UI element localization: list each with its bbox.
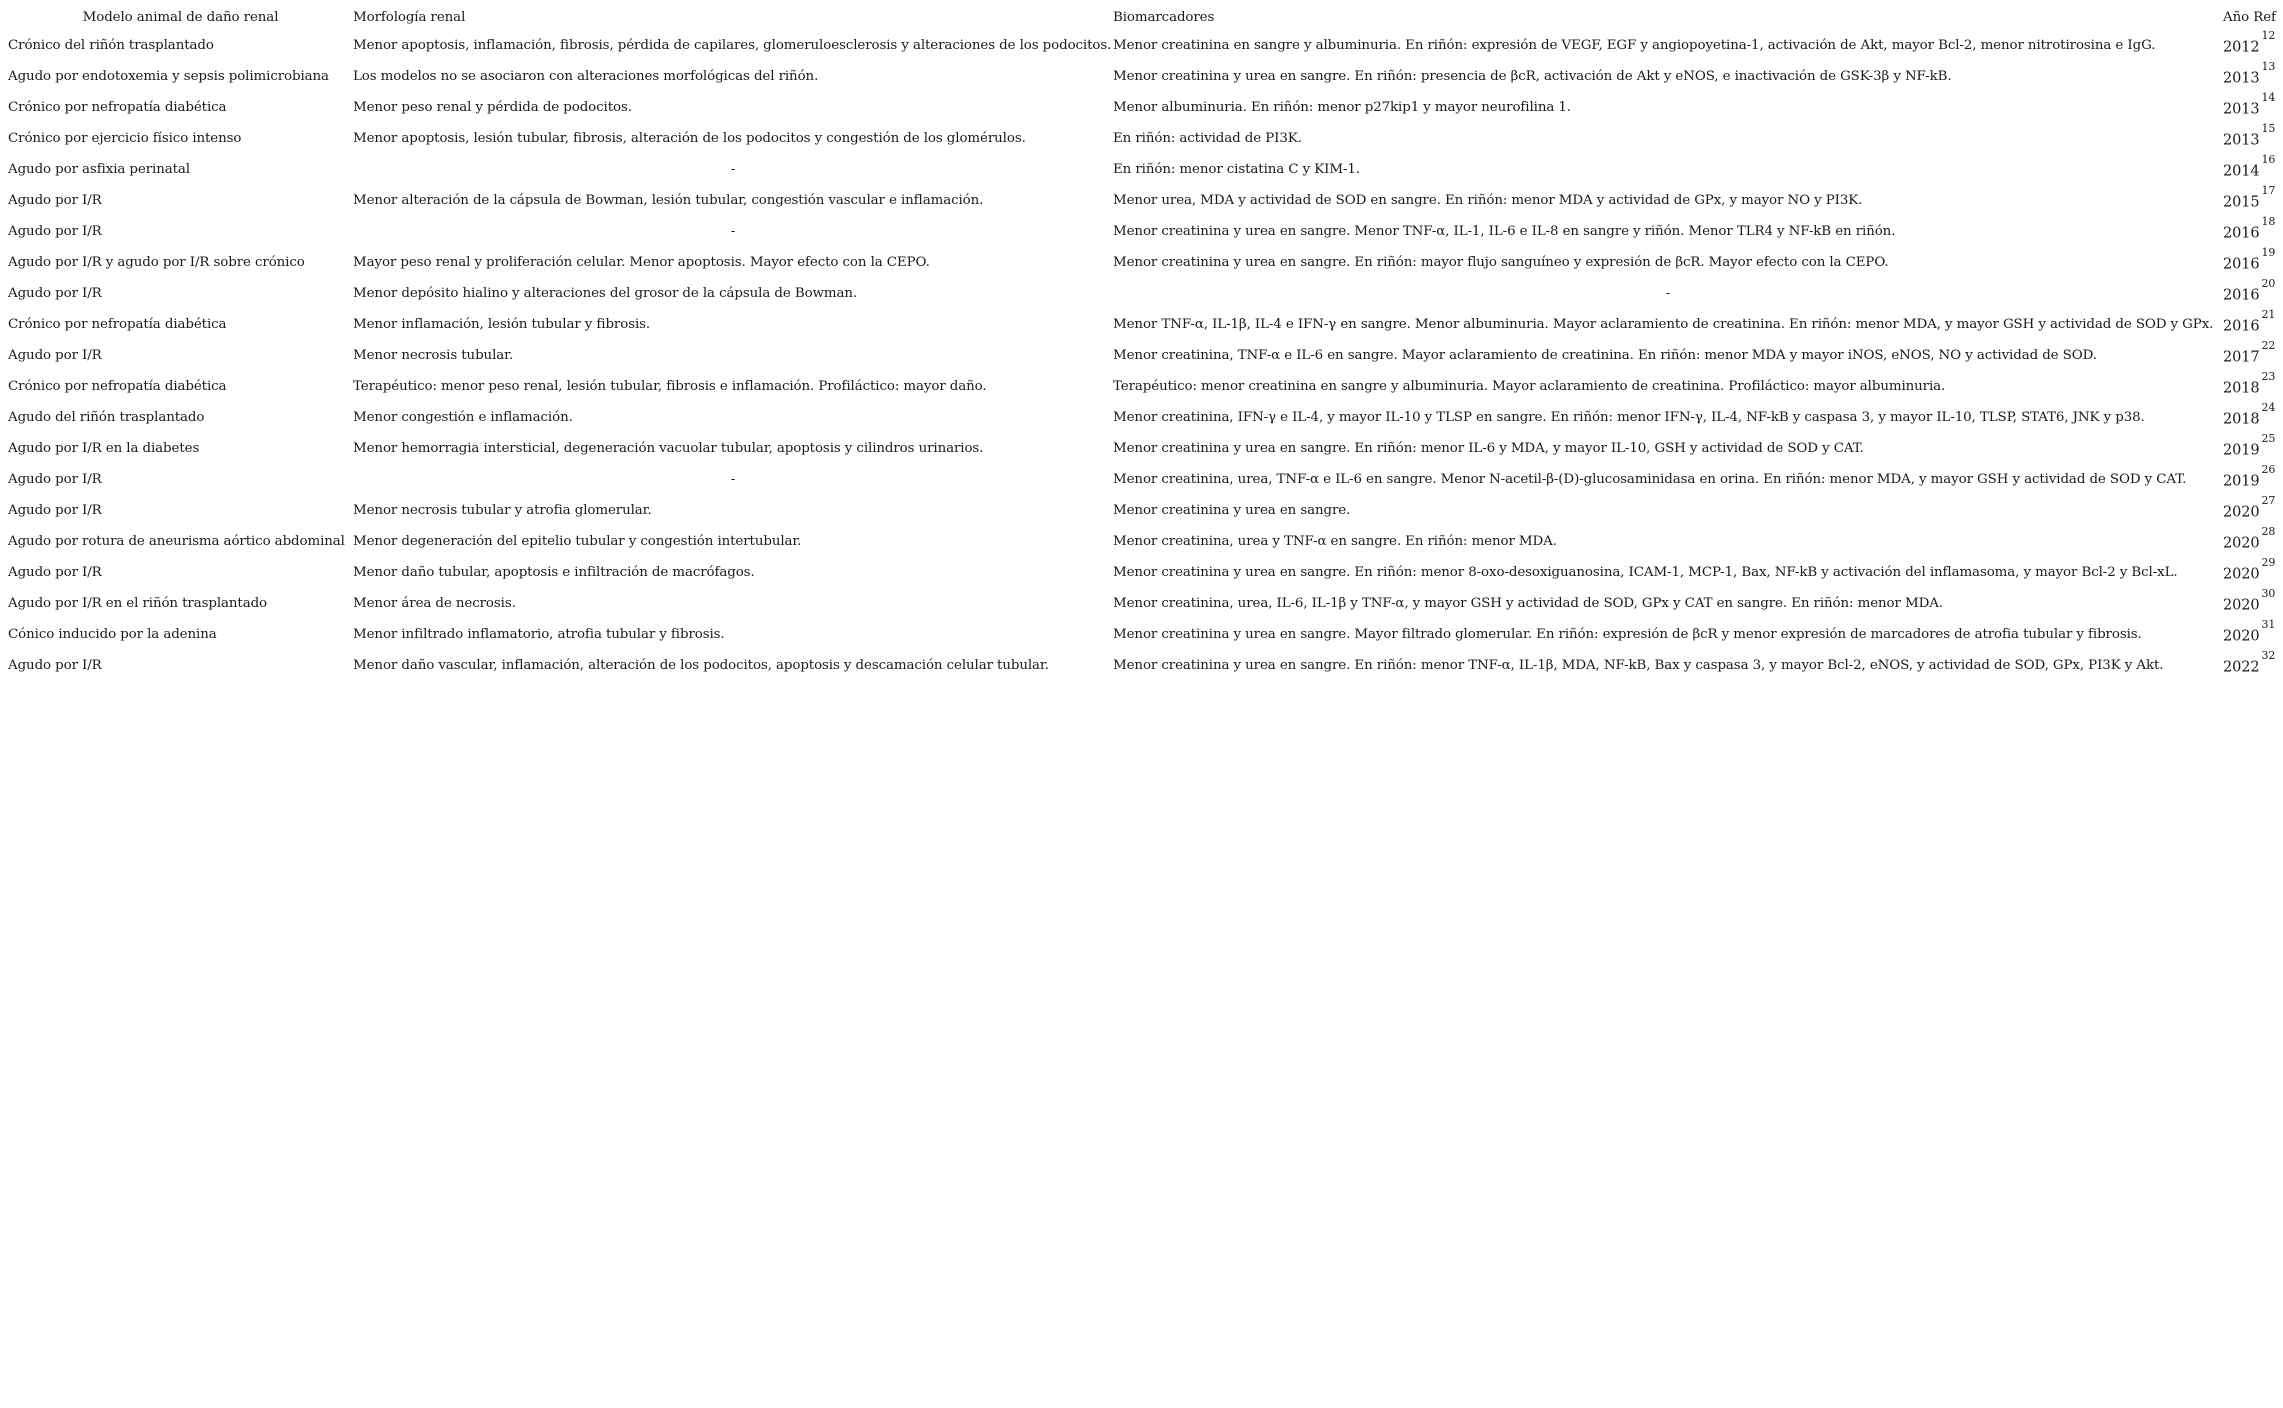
year-value: 2013: [2223, 132, 2260, 149]
table-row: [8, 278, 2283, 309]
reference-number: 27: [2261, 495, 2276, 507]
reference-number: 25: [2261, 433, 2276, 445]
cell-year-ref: [2223, 371, 2283, 402]
cell-biomarkers: -: [1665, 286, 1671, 301]
cell-morphology: Menor necrosis tubular y atrofia glomerular.: [353, 503, 652, 518]
cell-biomarkers: Menor creatinina, urea y TNF-α en sangre. En riñón: menor MDA.: [1113, 534, 1557, 549]
cell-year-ref: [2223, 123, 2283, 154]
year-value: 2022: [2223, 659, 2260, 676]
cell-year-ref: [2223, 557, 2283, 588]
cell-year-ref: [2223, 92, 2283, 123]
year-value: 2019: [2223, 442, 2260, 459]
cell-model: Agudo por I/R y agudo por I/R sobre crónico: [8, 255, 305, 270]
table-row: [8, 340, 2283, 371]
cell-morphology: Menor alteración de la cápsula de Bowman, lesión tubular, congestión vascular e inflamación.: [353, 193, 984, 208]
cell-model: Crónico por nefropatía diabética: [8, 100, 227, 115]
year-value: 2016: [2223, 225, 2260, 242]
cell-biomarkers: Menor creatinina y urea en sangre. En riñón: menor TNF-α, IL-1β, MDA, NF-kB, Bax y caspasa 3, y mayor Bcl-2, eNOS, y actividad de SOD, GPx, PI3K y Akt.: [1113, 658, 2164, 673]
reference-number: 21: [2261, 309, 2276, 321]
cell-model: Crónico del riñón trasplantado: [8, 38, 214, 53]
cell-year-ref: [2223, 30, 2283, 61]
year-value: 2016: [2223, 318, 2260, 335]
cell-year-ref: [2223, 495, 2283, 526]
table-row: [8, 185, 2283, 216]
reference-number: 12: [2261, 30, 2276, 42]
cell-year-ref: [2223, 402, 2283, 433]
reference-number: 18: [2261, 216, 2276, 228]
cell-model: Agudo por endotoxemia y sepsis polimicrobiana: [8, 69, 329, 84]
reference-number: 20: [2261, 278, 2276, 290]
table-row: [8, 247, 2283, 278]
cell-year-ref: [2223, 464, 2283, 495]
reference-number: 26: [2261, 464, 2276, 476]
cell-year-ref: [2223, 588, 2283, 619]
cell-biomarkers: Menor creatinina, IFN-γ e IL-4, y mayor IL-10 y TLSP en sangre. En riñón: menor IFN-γ, IL-4, NF-kB y caspasa 3, y mayor IL-10, TLSP, STAT6, JNK y p38.: [1113, 410, 2145, 425]
table-row: [8, 216, 2283, 247]
table-row: [8, 402, 2283, 433]
year-value: 2020: [2223, 504, 2260, 521]
year-value: 2018: [2223, 380, 2260, 397]
year-value: 2013: [2223, 70, 2260, 87]
cell-biomarkers: En riñón: menor cistatina C y KIM-1.: [1113, 162, 1360, 177]
table-row: [8, 61, 2283, 92]
year-value: 2020: [2223, 597, 2260, 614]
table-row: [8, 30, 2283, 61]
cell-model: Agudo por I/R en el riñón trasplantado: [8, 596, 268, 611]
year-value: 2020: [2223, 535, 2260, 552]
reference-number: 28: [2261, 526, 2276, 538]
table-row: [8, 371, 2283, 402]
cell-morphology: Menor peso renal y pérdida de podocitos.: [353, 100, 632, 115]
cell-year-ref: [2223, 309, 2283, 340]
reference-number: 30: [2261, 588, 2276, 600]
year-value: 2012: [2223, 39, 2260, 56]
reference-number: 22: [2261, 340, 2276, 352]
table-row: [8, 433, 2283, 464]
reference-number: 14: [2261, 92, 2276, 104]
cell-model: Agudo por I/R: [8, 565, 102, 580]
cell-year-ref: [2223, 154, 2283, 185]
cell-model: Cónico inducido por la adenina: [8, 627, 217, 642]
cell-morphology: Menor degeneración del epitelio tubular y congestión intertubular.: [353, 534, 802, 549]
cell-year-ref: [2223, 185, 2283, 216]
cell-year-ref: [2223, 619, 2283, 650]
cell-year-ref: [2223, 340, 2283, 371]
year-value: 2018: [2223, 411, 2260, 428]
table-header-row: [8, 4, 2283, 30]
table-row: [8, 92, 2283, 123]
table-row: [8, 154, 2283, 185]
cell-model: Agudo por I/R: [8, 286, 102, 301]
cell-biomarkers: Menor TNF-α, IL-1β, IL-4 e IFN-γ en sangre. Menor albuminuria. Mayor aclaramiento de creatinina. En riñón: menor MDA, y mayor GSH y actividad de SOD y GPx.: [1113, 317, 2214, 332]
cell-biomarkers: Menor creatinina y urea en sangre. Menor TNF-α, IL-1, IL-6 e IL-8 en sangre y riñón. Menor TLR4 y NF-kB en riñón.: [1113, 224, 1896, 239]
cell-morphology: Menor congestión e inflamación.: [353, 410, 573, 425]
year-value: 2017: [2223, 349, 2260, 366]
cell-year-ref: [2223, 650, 2283, 681]
reference-number: 17: [2261, 185, 2276, 197]
year-value: 2014: [2223, 163, 2260, 180]
reference-number: 16: [2261, 154, 2276, 166]
year-value: 2020: [2223, 566, 2260, 583]
cell-morphology: -: [730, 224, 736, 239]
table-row: [8, 650, 2283, 681]
cell-model: Crónico por ejercicio físico intenso: [8, 131, 242, 146]
reference-number: 13: [2261, 61, 2276, 73]
table-row: [8, 526, 2283, 557]
cell-year-ref: [2223, 278, 2283, 309]
year-value: 2016: [2223, 256, 2260, 273]
reference-number: 23: [2261, 371, 2276, 383]
cell-biomarkers: Menor creatinina y urea en sangre. Mayor filtrado glomerular. En riñón: expresión de βcR y menor expresión de marcadores de atrofia tubular y fibrosis.: [1113, 627, 2142, 642]
cell-morphology: Menor hemorragia intersticial, degeneración vacuolar tubular, apoptosis y cilindros urinarios.: [353, 441, 984, 456]
year-value: 2013: [2223, 101, 2260, 118]
header-year-ref: Año Ref: [2223, 9, 2276, 25]
cell-year-ref: [2223, 216, 2283, 247]
cell-biomarkers: En riñón: actividad de PI3K.: [1113, 131, 1302, 146]
cell-biomarkers: Menor urea, MDA y actividad de SOD en sangre. En riñón: menor MDA y actividad de GPx, y mayor NO y PI3K.: [1113, 193, 1863, 208]
cell-biomarkers: Menor creatinina, TNF-α e IL-6 en sangre. Mayor aclaramiento de creatinina. En riñón: menor MDA y mayor iNOS, eNOS, NO y actividad de SOD.: [1113, 348, 2097, 363]
cell-model: Agudo por I/R: [8, 348, 102, 363]
cell-morphology: Los modelos no se asociaron con alteraciones morfológicas del riñón.: [353, 69, 819, 84]
reference-number: 24: [2261, 402, 2276, 414]
cell-morphology: Menor daño vascular, inflamación, alteración de los podocitos, apoptosis y descamación celular tubular.: [353, 658, 1049, 673]
cell-morphology: -: [730, 472, 736, 487]
cell-year-ref: [2223, 247, 2283, 278]
cell-model: Agudo por I/R: [8, 658, 102, 673]
cell-biomarkers: Menor creatinina y urea en sangre. En riñón: presencia de βcR, activación de Akt y eNOS, e inactivación de GSK-3β y NF-kB.: [1113, 69, 1952, 84]
table-row: [8, 464, 2283, 495]
cell-model: Agudo por I/R: [8, 503, 102, 518]
cell-biomarkers: Menor creatinina y urea en sangre. En riñón: mayor flujo sanguíneo y expresión de βcR. Mayor efecto con la CEPO.: [1113, 255, 1889, 270]
data-table: [8, 4, 2283, 681]
cell-model: Agudo por asfixia perinatal: [8, 162, 190, 177]
cell-morphology: Menor inflamación, lesión tubular y fibrosis.: [353, 317, 651, 332]
table-row: [8, 123, 2283, 154]
cell-morphology: Mayor peso renal y proliferación celular. Menor apoptosis. Mayor efecto con la CEPO.: [353, 255, 930, 270]
reference-number: 15: [2261, 123, 2276, 135]
table-row: [8, 557, 2283, 588]
cell-biomarkers: Menor creatinina, urea, TNF-α e IL-6 en sangre. Menor N-acetil-β-(D)-glucosaminidasa en orina. En riñón: menor MDA, y mayor GSH y actividad de SOD y CAT.: [1113, 472, 2187, 487]
cell-biomarkers: Menor creatinina y urea en sangre.: [1113, 503, 1351, 518]
cell-morphology: -: [730, 162, 736, 177]
cell-morphology: Menor depósito hialino y alteraciones del grosor de la cápsula de Bowman.: [353, 286, 858, 301]
cell-model: Agudo del riñón trasplantado: [8, 410, 205, 425]
cell-year-ref: [2223, 526, 2283, 557]
header-biomarkers: Biomarcadores: [1113, 9, 1215, 25]
cell-morphology: Menor apoptosis, inflamación, fibrosis, pérdida de capilares, glomeruloesclerosis y alteraciones de los podocitos.: [353, 38, 1112, 53]
cell-model: Crónico por nefropatía diabética: [8, 379, 227, 394]
cell-model: Agudo por I/R en la diabetes: [8, 441, 200, 456]
cell-biomarkers: Terapéutico: menor creatinina en sangre y albuminuria. Mayor aclaramiento de creatinina. Profiláctico: mayor albuminuria.: [1113, 379, 1946, 394]
reference-number: 31: [2261, 619, 2276, 631]
header-morphology: Morfología renal: [353, 9, 466, 25]
table-body: [8, 30, 2283, 681]
year-value: 2016: [2223, 287, 2260, 304]
cell-biomarkers: Menor albuminuria. En riñón: menor p27kip1 y mayor neurofilina 1.: [1113, 100, 1571, 115]
cell-model: Agudo por rotura de aneurisma aórtico abdominal: [8, 534, 345, 549]
table-row: [8, 309, 2283, 340]
cell-year-ref: [2223, 433, 2283, 464]
cell-model: Agudo por I/R: [8, 224, 102, 239]
year-value: 2020: [2223, 628, 2260, 645]
cell-biomarkers: Menor creatinina en sangre y albuminuria. En riñón: expresión de VEGF, EGF y angiopoyetina-1, activación de Akt, mayor Bcl-2, menor nitrotirosina e IgG.: [1113, 38, 2156, 53]
table-row: [8, 588, 2283, 619]
cell-morphology: Menor apoptosis, lesión tubular, fibrosis, alteración de los podocitos y congestión de los glomérulos.: [353, 131, 1026, 146]
cell-biomarkers: Menor creatinina y urea en sangre. En riñón: menor IL-6 y MDA, y mayor IL-10, GSH y actividad de SOD y CAT.: [1113, 441, 1864, 456]
cell-model: Crónico por nefropatía diabética: [8, 317, 227, 332]
cell-biomarkers: Menor creatinina, urea, IL-6, IL-1β y TNF-α, y mayor GSH y actividad de SOD, GPx y CAT en sangre. En riñón: menor MDA.: [1113, 596, 1943, 611]
header-model: Modelo animal de daño renal: [82, 9, 279, 25]
reference-number: 19: [2261, 247, 2276, 259]
cell-biomarkers: Menor creatinina y urea en sangre. En riñón: menor 8-oxo-desoxiguanosina, ICAM-1, MCP-1, Bax, NF-kB y activación del inflamasoma, y mayor Bcl-2 y Bcl-xL.: [1113, 565, 2178, 580]
reference-number: 29: [2261, 557, 2276, 569]
cell-morphology: Menor daño tubular, apoptosis e infiltración de macrófagos.: [353, 565, 755, 580]
cell-morphology: Terapéutico: menor peso renal, lesión tubular, fibrosis e inflamación. Profiláctico: mayor daño.: [353, 379, 987, 394]
year-value: 2015: [2223, 194, 2260, 211]
year-value: 2019: [2223, 473, 2260, 490]
cell-year-ref: [2223, 61, 2283, 92]
cell-morphology: Menor necrosis tubular.: [353, 348, 514, 363]
cell-morphology: Menor infiltrado inflamatorio, atrofia tubular y fibrosis.: [353, 627, 725, 642]
cell-morphology: Menor área de necrosis.: [353, 596, 516, 611]
cell-model: Agudo por I/R: [8, 193, 102, 208]
table-row: [8, 619, 2283, 650]
reference-number: 32: [2261, 650, 2276, 662]
table-row: [8, 495, 2283, 526]
cell-model: Agudo por I/R: [8, 472, 102, 487]
